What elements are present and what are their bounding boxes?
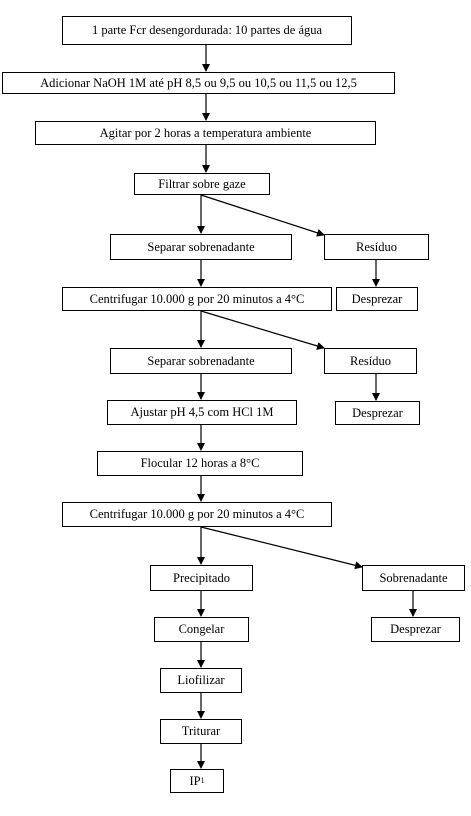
arrow-centrifugar1-to-residuo2 [201,311,324,348]
arrow-centrifugar2-to-sobrenadante [201,527,362,567]
step-add-naoh: Adicionar NaOH 1M até pH 8,5 ou 9,5 ou 10,5 ou 11,5 ou 12,5 [2,72,395,94]
step-desprezar-2: Desprezar [335,401,420,425]
step-desprezar-3: Desprezar [371,617,460,642]
step-sobrenadante: Sobrenadante [362,565,465,591]
step-separar-sobrenadante-2: Separar sobrenadante [110,348,292,374]
step-centrifugar-1: Centrifugar 10.000 g por 20 minutos a 4°C [62,287,332,311]
step-liofilizar: Liofilizar [160,668,242,693]
step-separar-sobrenadante-1: Separar sobrenadante [110,234,292,260]
step-precipitado: Precipitado [150,565,253,591]
arrow-filtrar-to-residuo1 [201,195,324,235]
step-triturar: Triturar [160,719,242,744]
step-congelar: Congelar [154,617,249,642]
step-residuo-1: Resíduo [324,234,429,260]
step-centrifugar-2: Centrifugar 10.000 g por 20 minutos a 4°C [62,502,332,527]
step-ajustar-ph: Ajustar pH 4,5 com HCl 1M [107,400,297,425]
step-desprezar-1: Desprezar [336,287,418,311]
step-residuo-2: Resíduo [324,348,417,374]
ip-label: IP [189,773,201,788]
step-flocular: Flocular 12 horas a 8°C [97,451,303,476]
step-ip1: IP 1 [170,769,224,793]
step-ratio: 1 parte Fcr desengordurada: 10 partes de água [62,16,352,45]
step-filtrar: Filtrar sobre gaze [134,173,270,195]
step-agitar: Agitar por 2 horas a temperatura ambiente [35,121,376,145]
